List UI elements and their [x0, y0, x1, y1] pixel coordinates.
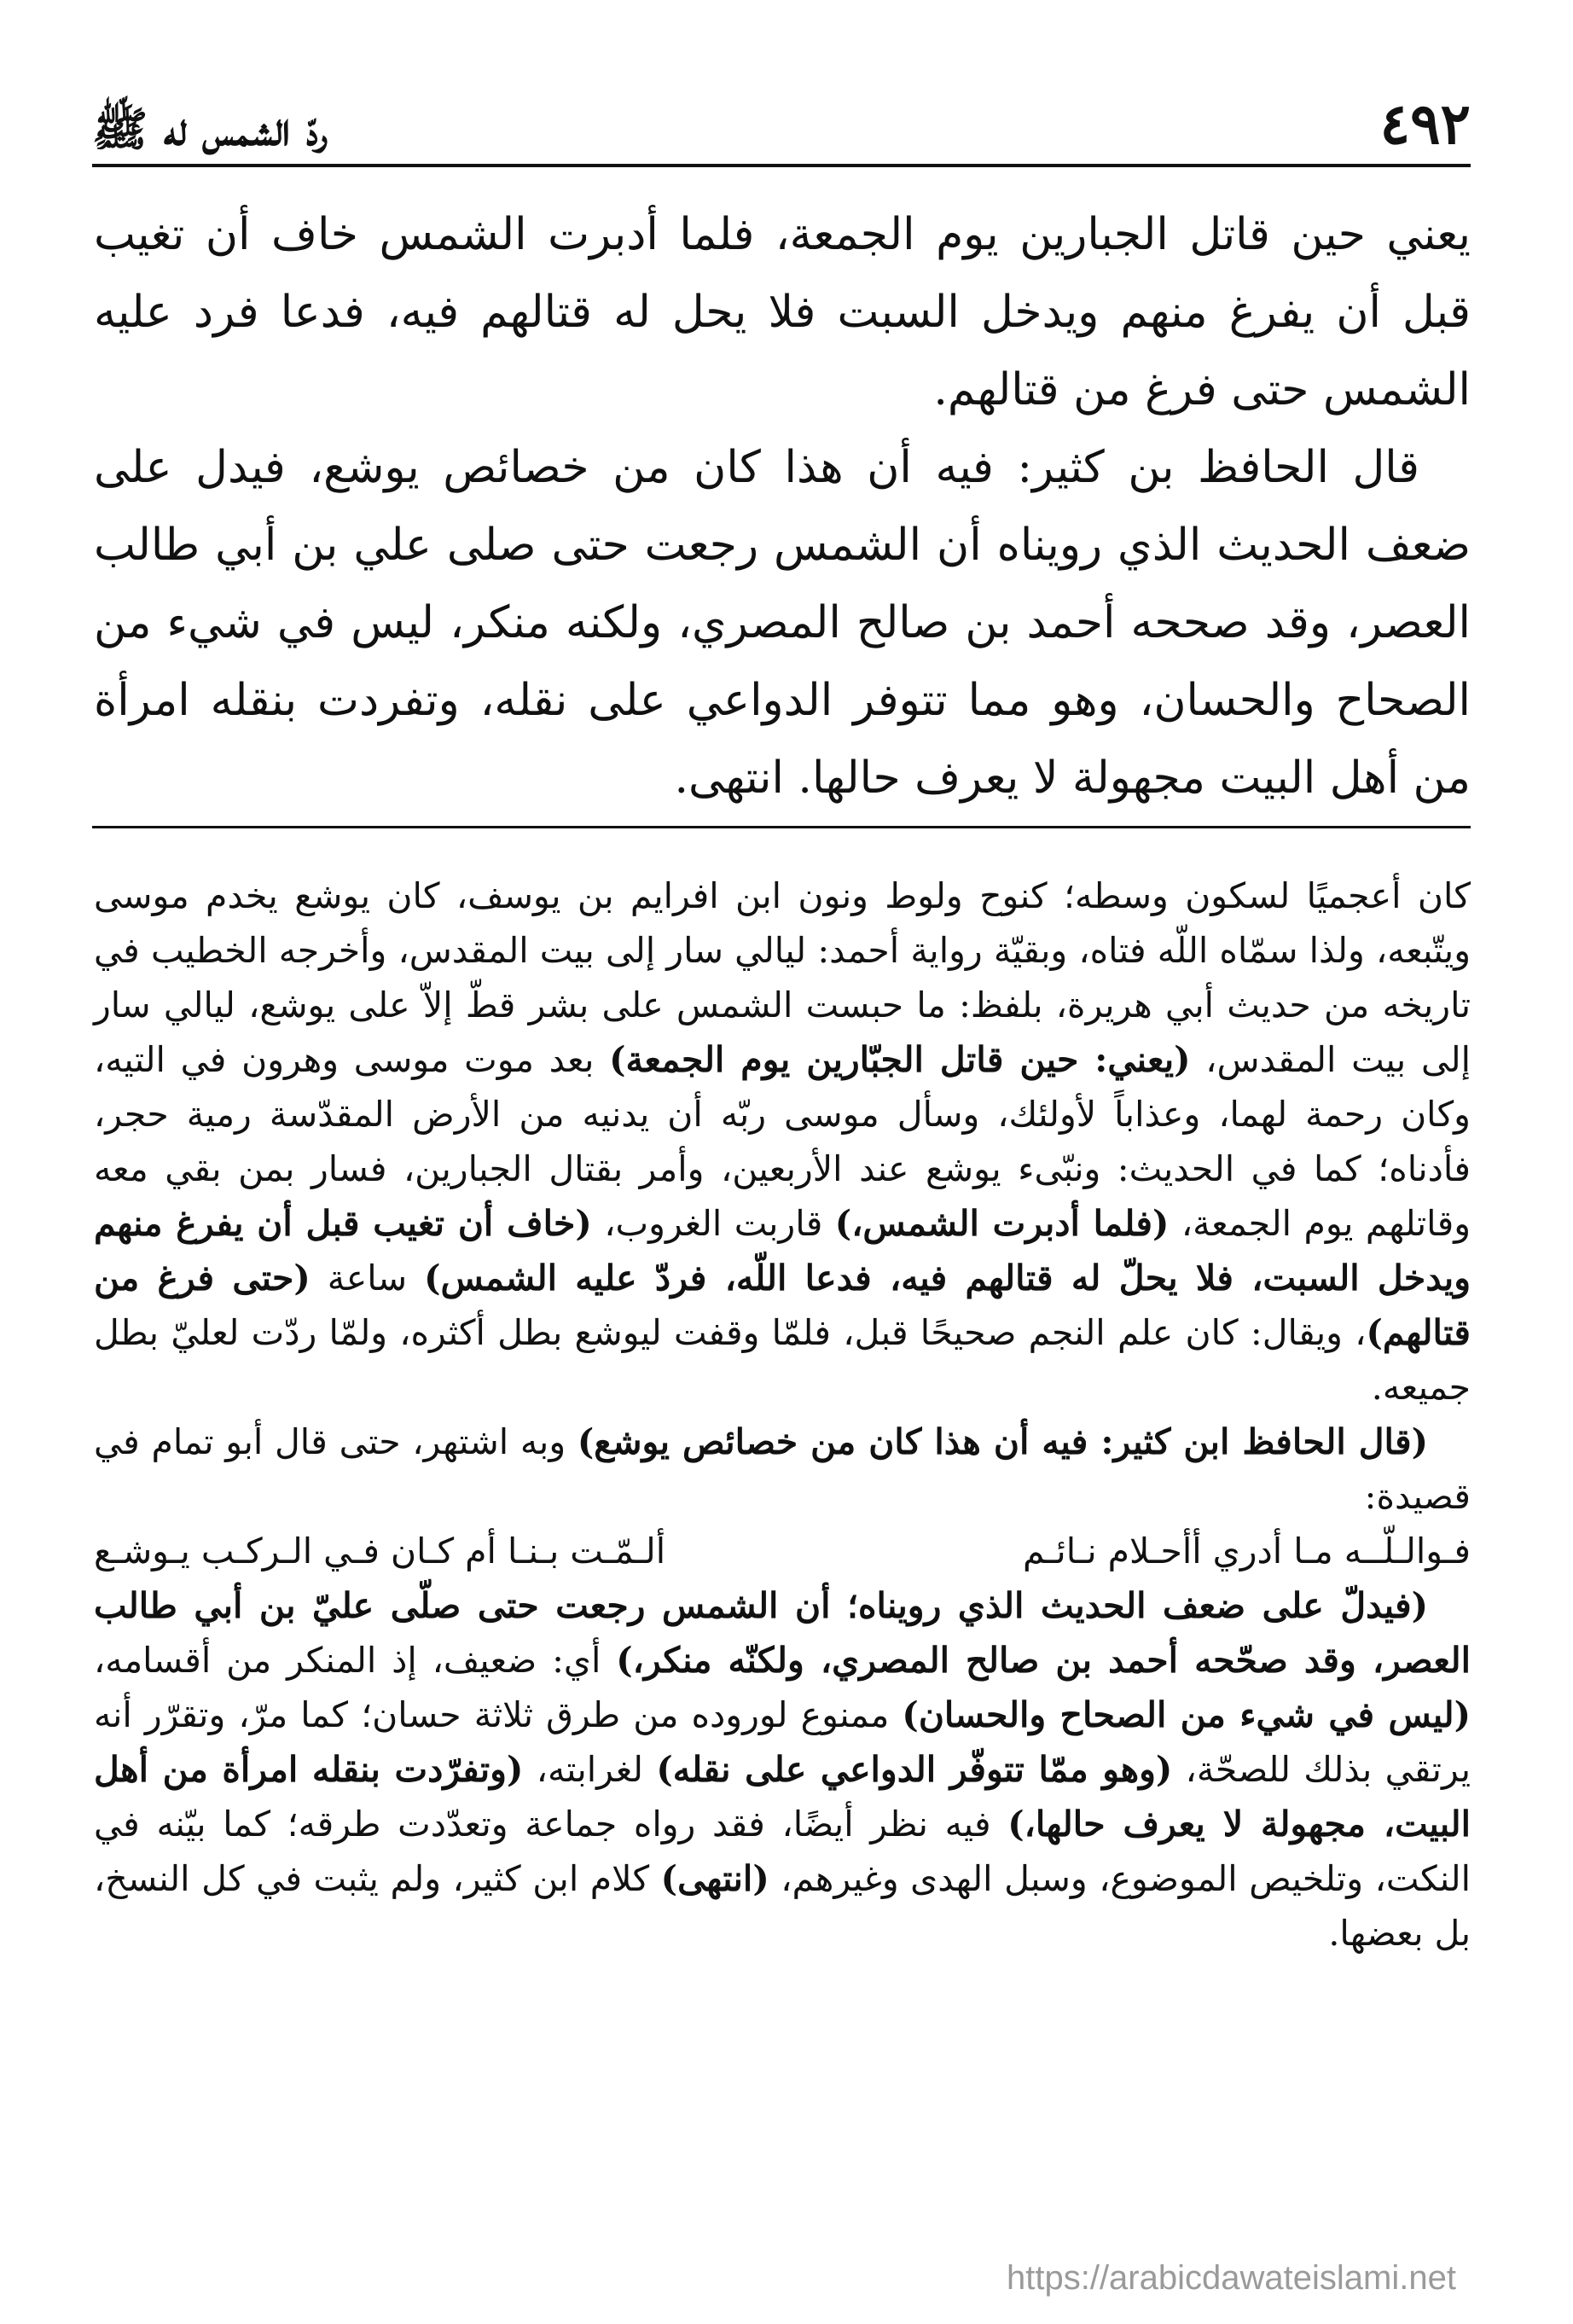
- commentary-text: بعد موت موسى وهرون في التيه، وكان رحمة لهما، وعذاباً لأولئك، وسأل موسى ربّه أن يدنيه من الأرض المقدّسة رمية حجر، فأدناه؛ كما في الحديث: ونبّىء يوشع عند الأربعين، وأمر بقتال الجبارين، فسار بمن بقي معه وقاتلهم يوم الجمعة،: [94, 1039, 1471, 1244]
- poem-verse: [94, 1524, 1471, 1578]
- running-title: ردّ الشمس له ﷺ: [92, 102, 328, 156]
- commentary-text: ممنوع لوروده من طرق ثلاثة حسان؛ كما مرّ، وتقرّر أنه يرتقي بذلك للصحّة،: [94, 1694, 1471, 1790]
- commentary-text: فيه نظر أيضًا، فقد رواه جماعة وتعدّدت طرقه؛ كما بيّنه في النكت، وتلخيص الموضوع، وسبل الهدى وغيرهم،: [94, 1804, 1471, 1899]
- quoted-text: (فلما أدبرت الشمس،): [834, 1203, 1170, 1244]
- header-rule: [92, 164, 1471, 167]
- commentary-text: كان أعجميًا لسكون وسطه؛ كنوح ولوط ونون ابن افرايم بن يوسف، كان يوشع يخدم موسى ويتّبعه، ولذا سمّاه اللّه فتاه، وبقيّة رواية أحمد: ليالي سار إلى بيت المقدس، وأخرجه الخطيب في تاريخه من حديث أبي هريرة، بلفظ: ما حبست الشمس على بشر قطّ إلاّ على يوشع، ليالي سار إلى بيت المقدس،: [94, 875, 1471, 1080]
- quoted-text: (حتى فرغ من قتالهم): [94, 1258, 1471, 1353]
- quoted-text: (خاف أن تغيب قبل أن يفرغ منهم ويدخل السبت، فلا يحلّ له قتالهم فيه، فدعا اللّه، فردّ عليه الشمس): [94, 1203, 1471, 1299]
- main-paragraph: يعني حين قاتل الجبارين يوم الجمعة، فلما أدبرت الشمس خاف أن تغيب قبل أن يفرغ منهم ويدخل السبت فلا يحل له قتالهم فيه، فدعا فرد عليه الشمس حتى فرغ من قتالهم.: [94, 209, 1471, 415]
- quoted-text: (وهو ممّا تتوفّر الدواعي على نقله): [656, 1749, 1173, 1790]
- commentary: [94, 869, 1471, 1961]
- page-number: ٤٩٢: [1379, 90, 1471, 157]
- commentary-paragraph: [94, 1415, 1471, 1524]
- main-paragraph: قال الحافظ بن كثير: فيه أن هذا كان من خصائص يوشع، فيدل على ضعف الحديث الذي رويناه أن الشمس رجعت حتى صلى علي بن أبي طالب العصر، وقد صححه أحمد بن صالح المصري، ولكنه منكر، ليس في شيء من الصحاح والحسان، وهو مما تتوفر الدواعي على نقله، وتفردت بنقله امرأة من أهل البيت مجهولة لا يعرف حالها. انتهى.: [94, 442, 1471, 804]
- poem-hemistich-second: ألـمّـت بـنـا أم كـان فـي الـركـب يـوشـع: [94, 1531, 666, 1572]
- quoted-text: (يعني: حين قاتل الجبّارين يوم الجمعة): [609, 1039, 1191, 1080]
- commentary-text: وبه اشتهر، حتى قال أبو تمام في قصيدة:: [94, 1421, 1471, 1517]
- commentary-paragraph: [94, 1578, 1471, 1961]
- commentary-text: لغرابته،: [523, 1749, 657, 1790]
- footnote-separator: [92, 826, 1471, 828]
- commentary-text: أي: ضعيف، إذ المنكر من أقسامه،: [94, 1640, 617, 1681]
- watermark-url: https://arabicdawateislami.net: [1007, 2259, 1456, 2297]
- quoted-text: (قال الحافظ ابن كثير: فيه أن هذا كان من خصائص يوشع): [577, 1421, 1428, 1462]
- quoted-text: (وتفرّدت بنقله امرأة من أهل البيت، مجهولة لا يعرف حالها،): [94, 1749, 1471, 1845]
- commentary-text: ساعة: [310, 1258, 425, 1299]
- poem-hemistich-first: فـوالـلّــه مـا أدري أأحـلام نـائـم: [1022, 1531, 1471, 1572]
- quoted-text: (فيدلّ على ضعف الحديث الذي رويناه؛ أن الشمس رجعت حتى صلّى عليّ بن أبي طالب العصر، وقد صحّحه أحمد بن صالح المصري، ولكنّه منكر،): [94, 1585, 1471, 1681]
- commentary-text: قاربت الغروب،: [591, 1203, 835, 1244]
- quoted-text: (ليس في شيء من الصحاح والحسان): [902, 1694, 1471, 1735]
- commentary-text: ، ويقال: كان علم النجم صحيحًا قبل، فلمّا وقفت ليوشع بطل أكثره، ولمّا ردّت لعليّ بطل جميعه.: [94, 1312, 1471, 1408]
- quoted-text: (انتهى): [660, 1858, 769, 1899]
- commentary-paragraph: [94, 869, 1471, 1415]
- main-text: [94, 196, 1471, 817]
- commentary-text: كلام ابن كثير، ولم يثبت في كل النسخ، بل بعضها.: [94, 1858, 1471, 1954]
- page-header: [92, 75, 1471, 157]
